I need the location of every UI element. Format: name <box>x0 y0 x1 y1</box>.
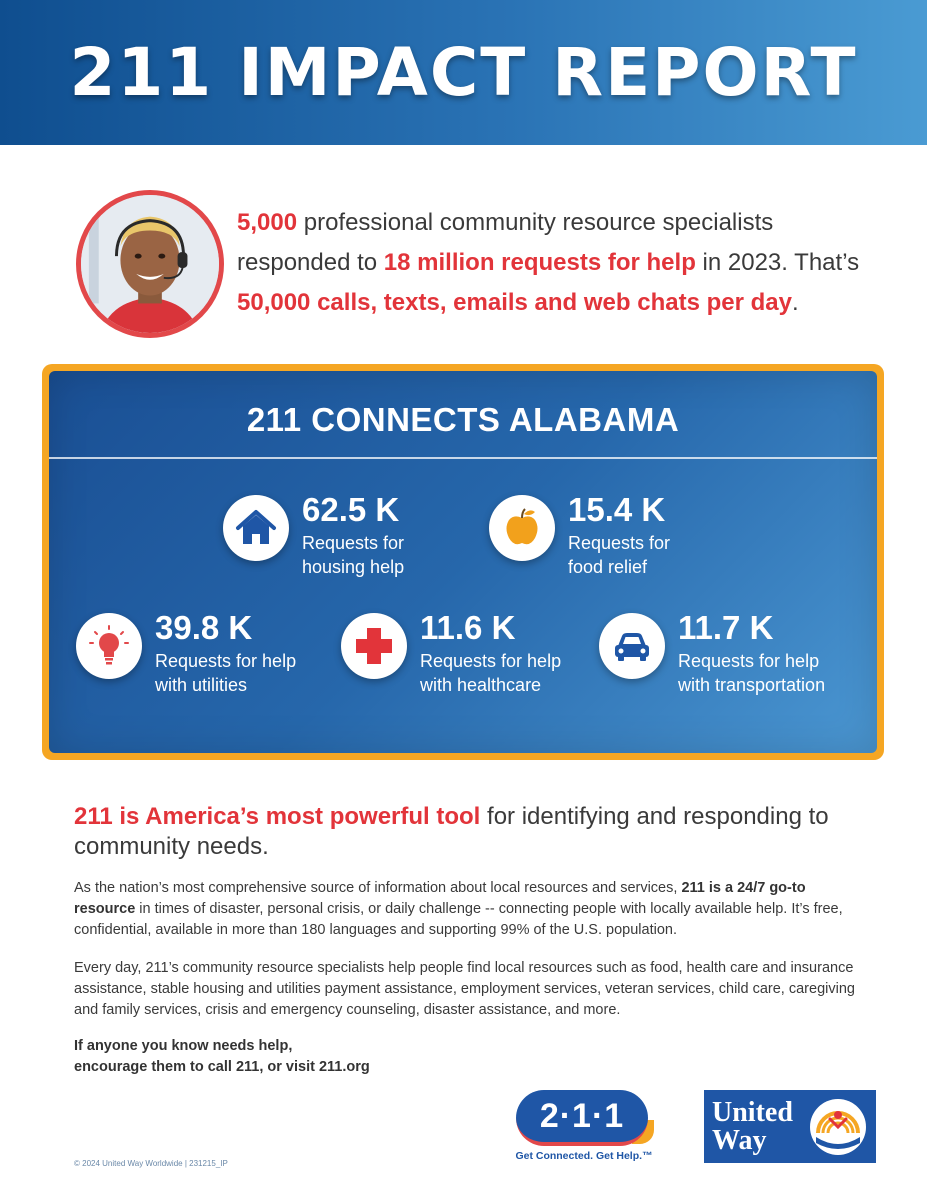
car-icon <box>599 613 665 679</box>
united-way-emblem-icon <box>808 1097 868 1157</box>
daily-highlight: 50,000 calls, texts, emails and web chats per day <box>237 289 792 316</box>
report-header <box>0 0 927 145</box>
specialist-photo <box>76 190 224 338</box>
paragraph-1-end: in times of disaster, personal crisis, or daily challenge -- connecting people with locally available help. It’s free, confidential, available in more than 180 languages and supporting 99% of the U.S. population. <box>74 901 843 938</box>
paragraph-1-bold: 211 is a 24/7 go-to resource <box>74 880 806 917</box>
stat-healthcare <box>341 609 591 703</box>
year-text: in 2023. That’s <box>695 249 860 276</box>
stat-value: 39.8 K <box>155 609 253 646</box>
logo-211-tagline: Get Connected. Get Help.™ <box>515 1150 653 1162</box>
requests-highlight: 18 million requests for help <box>383 249 696 276</box>
specialist-portrait-icon <box>81 195 219 333</box>
end-punctuation: . <box>791 289 799 316</box>
stat-label: Requests for housing help <box>302 533 405 577</box>
tagline <box>74 802 874 862</box>
cta-line-2: encourage them to call 211, or visit 211.org <box>74 1059 370 1075</box>
tagline-highlight: 211 is America’s most powerful tool <box>74 803 481 830</box>
stat-value: 11.7 K <box>678 609 774 646</box>
stat-transportation <box>599 609 849 703</box>
copyright-notice: © 2024 United Way Worldwide | 231215_IP <box>74 1159 228 1168</box>
body-paragraph-1 <box>74 878 864 941</box>
stat-food <box>489 491 739 585</box>
specialists-text: professional community resource specialists responded to <box>237 209 774 276</box>
body-paragraph-2: Every day, 211’s community resource specialists help people find local resources such as food, health care and insurance assistance, stable housing and utilities payment assistance, employment services, veteran services, child care, caregiving and family services, crisis and emergency counseling, disaster assistance, and more. <box>74 960 855 1018</box>
stat-value: 15.4 K <box>568 491 666 528</box>
cta-line-1: If anyone you know needs help, <box>74 1038 293 1054</box>
stats-panel <box>49 371 877 753</box>
stat-label: Requests for food relief <box>568 533 671 577</box>
stat-housing <box>223 491 473 585</box>
logo-211-mark: 2·1·1 <box>539 1096 625 1135</box>
united-way-logo <box>704 1090 876 1163</box>
intro-statement <box>237 203 887 323</box>
united-way-wordmark: United Way <box>712 1096 793 1156</box>
stat-label: Requests for help with healthcare <box>420 651 562 695</box>
tagline-rest: for identifying and responding to community needs. <box>74 803 829 860</box>
apple-icon <box>489 495 555 561</box>
call-to-action <box>74 1036 574 1078</box>
stat-value: 62.5 K <box>302 491 400 528</box>
medical-cross-icon <box>341 613 407 679</box>
lightbulb-icon <box>76 613 142 679</box>
paragraph-1-start: As the nation’s most comprehensive source of information about local resources and services, <box>74 880 682 896</box>
report-title: 211 IMPACT REPORT <box>69 34 858 111</box>
house-icon <box>223 495 289 561</box>
stat-utilities <box>76 609 326 703</box>
stat-label: Requests for help with transportation <box>678 651 826 695</box>
stat-label: Requests for help with utilities <box>155 651 297 695</box>
panel-title: 211 CONNECTS ALABAMA <box>246 401 680 438</box>
logo-211-bubble <box>516 1090 648 1146</box>
panel-divider <box>49 457 877 459</box>
specialists-count: 5,000 <box>237 209 298 236</box>
stat-value: 11.6 K <box>420 609 516 646</box>
logo-211 <box>514 1090 654 1165</box>
